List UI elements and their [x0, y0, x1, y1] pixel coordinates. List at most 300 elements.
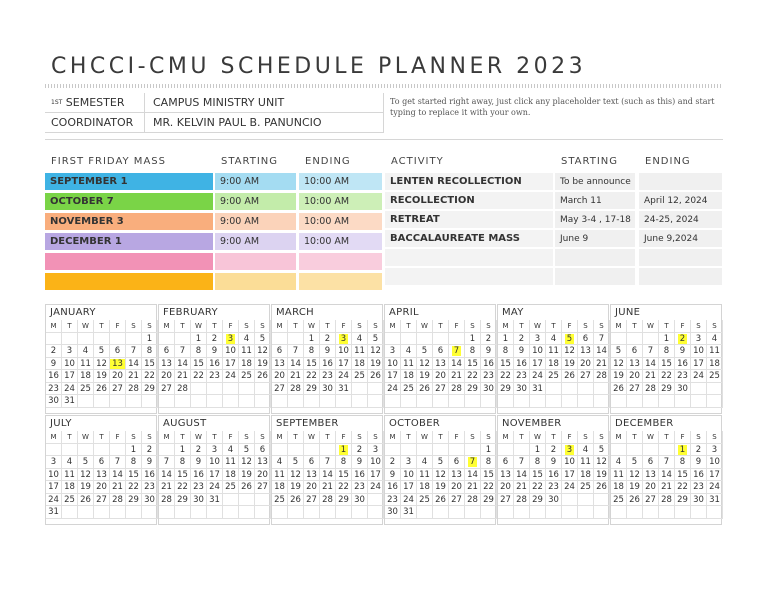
day-cell[interactable]: 3: [368, 444, 384, 457]
day-cell[interactable]: 1: [336, 444, 352, 457]
day-cell[interactable]: 24: [385, 383, 401, 396]
day-cell[interactable]: 3: [62, 345, 78, 358]
activity-end-cell[interactable]: [639, 268, 722, 285]
day-cell[interactable]: 6: [272, 345, 288, 358]
day-cell[interactable]: 28: [514, 494, 530, 507]
day-cell[interactable]: 27: [498, 494, 514, 507]
day-cell[interactable]: 2: [385, 456, 401, 469]
day-cell[interactable]: 23: [385, 494, 401, 507]
day-cell[interactable]: 30: [675, 383, 691, 396]
day-cell[interactable]: 6: [159, 345, 175, 358]
day-cell[interactable]: 18: [62, 481, 78, 494]
day-cell[interactable]: 30: [385, 506, 401, 519]
day-cell[interactable]: 17: [401, 481, 417, 494]
day-cell[interactable]: 26: [288, 494, 304, 507]
day-cell[interactable]: 18: [401, 370, 417, 383]
day-cell[interactable]: 8: [498, 345, 514, 358]
day-cell[interactable]: 9: [46, 358, 62, 371]
day-cell[interactable]: 29: [498, 383, 514, 396]
day-cell[interactable]: 24: [46, 494, 62, 507]
day-cell[interactable]: 28: [465, 494, 481, 507]
day-cell[interactable]: 1: [304, 333, 320, 346]
activity-end-cell[interactable]: June 9,2024: [639, 230, 722, 247]
day-cell[interactable]: 12: [288, 469, 304, 482]
day-cell[interactable]: 12: [78, 469, 94, 482]
day-cell[interactable]: 19: [288, 481, 304, 494]
day-cell[interactable]: 28: [175, 383, 191, 396]
day-cell[interactable]: 6: [498, 456, 514, 469]
day-cell[interactable]: 28: [659, 494, 675, 507]
mass-end-cell[interactable]: [299, 273, 382, 290]
day-cell[interactable]: 2: [207, 333, 223, 346]
day-cell[interactable]: 8: [191, 345, 207, 358]
day-cell[interactable]: 14: [659, 469, 675, 482]
day-cell[interactable]: 23: [320, 370, 336, 383]
day-cell[interactable]: 16: [320, 358, 336, 371]
day-cell[interactable]: 24: [223, 370, 239, 383]
day-cell[interactable]: 16: [675, 358, 691, 371]
day-cell[interactable]: 3: [223, 333, 239, 346]
day-cell[interactable]: 10: [368, 456, 384, 469]
day-cell[interactable]: 19: [562, 358, 578, 371]
day-cell[interactable]: 16: [142, 469, 158, 482]
day-cell[interactable]: 20: [578, 358, 594, 371]
day-cell[interactable]: 4: [578, 444, 594, 457]
day-cell[interactable]: 12: [239, 456, 255, 469]
day-cell[interactable]: 29: [659, 383, 675, 396]
day-cell[interactable]: 7: [288, 345, 304, 358]
day-cell[interactable]: 5: [562, 333, 578, 346]
day-cell[interactable]: 13: [498, 469, 514, 482]
day-cell[interactable]: 20: [110, 370, 126, 383]
day-cell[interactable]: 3: [401, 456, 417, 469]
day-cell[interactable]: 19: [433, 481, 449, 494]
day-cell[interactable]: 7: [126, 345, 142, 358]
activity-name-cell[interactable]: [385, 249, 553, 266]
day-cell[interactable]: 22: [465, 370, 481, 383]
day-cell[interactable]: 12: [562, 345, 578, 358]
day-cell[interactable]: 9: [142, 456, 158, 469]
day-cell[interactable]: 9: [546, 456, 562, 469]
day-cell[interactable]: 26: [627, 494, 643, 507]
day-cell[interactable]: 23: [481, 370, 497, 383]
day-cell[interactable]: 2: [46, 345, 62, 358]
day-cell[interactable]: 8: [530, 456, 546, 469]
day-cell[interactable]: 7: [159, 456, 175, 469]
day-cell[interactable]: 20: [304, 481, 320, 494]
day-cell[interactable]: 20: [643, 481, 659, 494]
day-cell[interactable]: 24: [707, 481, 723, 494]
day-cell[interactable]: 9: [207, 345, 223, 358]
day-cell[interactable]: 7: [643, 345, 659, 358]
day-cell[interactable]: 7: [449, 345, 465, 358]
day-cell[interactable]: 2: [514, 333, 530, 346]
day-cell[interactable]: 19: [239, 469, 255, 482]
day-cell[interactable]: 1: [126, 444, 142, 457]
day-cell[interactable]: 19: [417, 370, 433, 383]
day-cell[interactable]: 21: [110, 481, 126, 494]
day-cell[interactable]: 15: [191, 358, 207, 371]
activity-name-cell[interactable]: RETREAT: [385, 211, 553, 228]
day-cell[interactable]: 25: [417, 494, 433, 507]
day-cell[interactable]: 14: [126, 358, 142, 371]
day-cell[interactable]: 27: [272, 383, 288, 396]
day-cell[interactable]: 1: [659, 333, 675, 346]
activity-start-cell[interactable]: June 9: [555, 230, 635, 247]
day-cell[interactable]: 19: [368, 358, 384, 371]
day-cell[interactable]: 5: [94, 345, 110, 358]
day-cell[interactable]: 19: [78, 481, 94, 494]
day-cell[interactable]: 26: [611, 383, 627, 396]
day-cell[interactable]: 3: [46, 456, 62, 469]
day-cell[interactable]: 30: [352, 494, 368, 507]
day-cell[interactable]: 25: [546, 370, 562, 383]
day-cell[interactable]: 29: [126, 494, 142, 507]
day-cell[interactable]: 22: [530, 481, 546, 494]
day-cell[interactable]: 16: [191, 469, 207, 482]
day-cell[interactable]: 5: [368, 333, 384, 346]
day-cell[interactable]: 30: [46, 395, 62, 408]
day-cell[interactable]: 3: [207, 444, 223, 457]
day-cell[interactable]: 17: [562, 469, 578, 482]
day-cell[interactable]: 16: [546, 469, 562, 482]
day-cell[interactable]: 15: [530, 469, 546, 482]
mass-start-cell[interactable]: 9:00 AM: [215, 173, 296, 190]
day-cell[interactable]: 24: [336, 370, 352, 383]
day-cell[interactable]: 27: [433, 383, 449, 396]
day-cell[interactable]: 6: [578, 333, 594, 346]
day-cell[interactable]: 31: [336, 383, 352, 396]
day-cell[interactable]: 11: [707, 345, 723, 358]
day-cell[interactable]: 13: [627, 358, 643, 371]
day-cell[interactable]: 5: [78, 456, 94, 469]
day-cell[interactable]: 20: [94, 481, 110, 494]
day-cell[interactable]: 21: [465, 481, 481, 494]
day-cell[interactable]: 4: [546, 333, 562, 346]
mass-end-cell[interactable]: 10:00 AM: [299, 173, 382, 190]
day-cell[interactable]: 23: [546, 481, 562, 494]
day-cell[interactable]: 24: [401, 494, 417, 507]
day-cell[interactable]: 31: [707, 494, 723, 507]
day-cell[interactable]: 4: [417, 456, 433, 469]
activity-start-cell[interactable]: [555, 249, 635, 266]
day-cell[interactable]: 8: [142, 345, 158, 358]
mass-start-cell[interactable]: 9:00 AM: [215, 213, 296, 230]
day-cell[interactable]: 22: [175, 481, 191, 494]
day-cell[interactable]: 18: [546, 358, 562, 371]
day-cell[interactable]: 26: [94, 383, 110, 396]
day-cell[interactable]: 6: [304, 456, 320, 469]
day-cell[interactable]: 5: [239, 444, 255, 457]
activity-start-cell[interactable]: [555, 268, 635, 285]
day-cell[interactable]: 16: [481, 358, 497, 371]
day-cell[interactable]: 2: [320, 333, 336, 346]
day-cell[interactable]: 27: [255, 481, 271, 494]
day-cell[interactable]: 3: [691, 333, 707, 346]
day-cell[interactable]: 25: [223, 481, 239, 494]
day-cell[interactable]: 18: [78, 370, 94, 383]
day-cell[interactable]: 30: [320, 383, 336, 396]
day-cell[interactable]: 23: [514, 370, 530, 383]
mass-name-cell[interactable]: [45, 253, 213, 270]
day-cell[interactable]: 4: [272, 456, 288, 469]
day-cell[interactable]: 27: [627, 383, 643, 396]
day-cell[interactable]: 16: [691, 469, 707, 482]
day-cell[interactable]: 2: [546, 444, 562, 457]
day-cell[interactable]: 31: [401, 506, 417, 519]
day-cell[interactable]: 11: [62, 469, 78, 482]
day-cell[interactable]: 18: [578, 469, 594, 482]
day-cell[interactable]: 29: [530, 494, 546, 507]
day-cell[interactable]: 18: [417, 481, 433, 494]
day-cell[interactable]: 10: [336, 345, 352, 358]
day-cell[interactable]: 16: [385, 481, 401, 494]
day-cell[interactable]: 18: [272, 481, 288, 494]
day-cell[interactable]: 11: [78, 358, 94, 371]
day-cell[interactable]: 9: [675, 345, 691, 358]
day-cell[interactable]: 23: [691, 481, 707, 494]
day-cell[interactable]: 26: [562, 370, 578, 383]
activity-end-cell[interactable]: April 12, 2024: [639, 192, 722, 209]
day-cell[interactable]: 15: [481, 469, 497, 482]
day-cell[interactable]: 6: [110, 345, 126, 358]
day-cell[interactable]: 27: [449, 494, 465, 507]
day-cell[interactable]: 21: [126, 370, 142, 383]
day-cell[interactable]: 23: [46, 383, 62, 396]
day-cell[interactable]: 30: [191, 494, 207, 507]
day-cell[interactable]: 10: [562, 456, 578, 469]
day-cell[interactable]: 24: [562, 481, 578, 494]
day-cell[interactable]: 11: [417, 469, 433, 482]
day-cell[interactable]: 26: [239, 481, 255, 494]
day-cell[interactable]: 13: [110, 358, 126, 371]
unit-value[interactable]: CAMPUS MINISTRY UNIT: [153, 96, 285, 109]
day-cell[interactable]: 27: [110, 383, 126, 396]
day-cell[interactable]: 11: [401, 358, 417, 371]
day-cell[interactable]: 29: [465, 383, 481, 396]
day-cell[interactable]: 17: [530, 358, 546, 371]
day-cell[interactable]: 27: [94, 494, 110, 507]
day-cell[interactable]: 1: [175, 444, 191, 457]
day-cell[interactable]: 29: [481, 494, 497, 507]
day-cell[interactable]: 6: [449, 456, 465, 469]
day-cell[interactable]: 7: [110, 456, 126, 469]
day-cell[interactable]: 14: [594, 345, 610, 358]
mass-name-cell[interactable]: DECEMBER 1: [45, 233, 213, 250]
day-cell[interactable]: 25: [578, 481, 594, 494]
day-cell[interactable]: 13: [272, 358, 288, 371]
day-cell[interactable]: 22: [126, 481, 142, 494]
day-cell[interactable]: 18: [707, 358, 723, 371]
day-cell[interactable]: 6: [255, 444, 271, 457]
day-cell[interactable]: 23: [142, 481, 158, 494]
day-cell[interactable]: 17: [368, 469, 384, 482]
day-cell[interactable]: 1: [142, 333, 158, 346]
day-cell[interactable]: 28: [594, 370, 610, 383]
day-cell[interactable]: 13: [94, 469, 110, 482]
day-cell[interactable]: 31: [530, 383, 546, 396]
day-cell[interactable]: 17: [223, 358, 239, 371]
day-cell[interactable]: 9: [320, 345, 336, 358]
day-cell[interactable]: 30: [691, 494, 707, 507]
day-cell[interactable]: 22: [142, 370, 158, 383]
day-cell[interactable]: 24: [368, 481, 384, 494]
activity-name-cell[interactable]: RECOLLECTION: [385, 192, 553, 209]
day-cell[interactable]: 9: [385, 469, 401, 482]
activity-name-cell[interactable]: [385, 268, 553, 285]
day-cell[interactable]: 13: [304, 469, 320, 482]
day-cell[interactable]: 25: [272, 494, 288, 507]
activity-name-cell[interactable]: BACCALAUREATE MASS: [385, 230, 553, 247]
day-cell[interactable]: 12: [368, 345, 384, 358]
day-cell[interactable]: 17: [62, 370, 78, 383]
day-cell[interactable]: 15: [175, 469, 191, 482]
day-cell[interactable]: 25: [352, 370, 368, 383]
day-cell[interactable]: 21: [320, 481, 336, 494]
day-cell[interactable]: 26: [433, 494, 449, 507]
day-cell[interactable]: 13: [449, 469, 465, 482]
day-cell[interactable]: 4: [352, 333, 368, 346]
day-cell[interactable]: 15: [126, 469, 142, 482]
day-cell[interactable]: 8: [304, 345, 320, 358]
day-cell[interactable]: 31: [207, 494, 223, 507]
day-cell[interactable]: 23: [207, 370, 223, 383]
day-cell[interactable]: 5: [627, 456, 643, 469]
day-cell[interactable]: 20: [433, 370, 449, 383]
day-cell[interactable]: 24: [62, 383, 78, 396]
day-cell[interactable]: 5: [288, 456, 304, 469]
day-cell[interactable]: 12: [433, 469, 449, 482]
day-cell[interactable]: 20: [498, 481, 514, 494]
day-cell[interactable]: 23: [675, 370, 691, 383]
day-cell[interactable]: 16: [352, 469, 368, 482]
day-cell[interactable]: 9: [481, 345, 497, 358]
placeholder-hint[interactable]: To get started right away, just click any placeholder text (such as this) and start typing to replace it with your own.: [390, 97, 715, 117]
day-cell[interactable]: 29: [175, 494, 191, 507]
day-cell[interactable]: 21: [159, 481, 175, 494]
day-cell[interactable]: 7: [175, 345, 191, 358]
day-cell[interactable]: 8: [481, 456, 497, 469]
day-cell[interactable]: 25: [239, 370, 255, 383]
day-cell[interactable]: 2: [481, 333, 497, 346]
day-cell[interactable]: 13: [159, 358, 175, 371]
day-cell[interactable]: 27: [643, 494, 659, 507]
day-cell[interactable]: 17: [707, 469, 723, 482]
day-cell[interactable]: 3: [707, 444, 723, 457]
day-cell[interactable]: 10: [223, 345, 239, 358]
day-cell[interactable]: 14: [465, 469, 481, 482]
day-cell[interactable]: 26: [594, 481, 610, 494]
activity-end-cell[interactable]: 24-25, 2024: [639, 211, 722, 228]
day-cell[interactable]: 20: [449, 481, 465, 494]
day-cell[interactable]: 28: [643, 383, 659, 396]
day-cell[interactable]: 1: [675, 444, 691, 457]
day-cell[interactable]: 28: [320, 494, 336, 507]
day-cell[interactable]: 22: [498, 370, 514, 383]
day-cell[interactable]: 12: [627, 469, 643, 482]
day-cell[interactable]: 21: [449, 370, 465, 383]
day-cell[interactable]: 5: [594, 444, 610, 457]
day-cell[interactable]: 31: [46, 506, 62, 519]
day-cell[interactable]: 10: [530, 345, 546, 358]
day-cell[interactable]: 29: [142, 383, 158, 396]
activity-end-cell[interactable]: [639, 249, 722, 266]
day-cell[interactable]: 24: [691, 370, 707, 383]
day-cell[interactable]: 4: [239, 333, 255, 346]
day-cell[interactable]: 27: [304, 494, 320, 507]
day-cell[interactable]: 1: [465, 333, 481, 346]
day-cell[interactable]: 16: [207, 358, 223, 371]
day-cell[interactable]: 21: [514, 481, 530, 494]
day-cell[interactable]: 4: [707, 333, 723, 346]
day-cell[interactable]: 9: [191, 456, 207, 469]
day-cell[interactable]: 19: [627, 481, 643, 494]
day-cell[interactable]: 21: [659, 481, 675, 494]
day-cell[interactable]: 3: [385, 345, 401, 358]
day-cell[interactable]: 10: [46, 469, 62, 482]
day-cell[interactable]: 9: [352, 456, 368, 469]
day-cell[interactable]: 2: [675, 333, 691, 346]
day-cell[interactable]: 14: [288, 358, 304, 371]
day-cell[interactable]: 14: [643, 358, 659, 371]
day-cell[interactable]: 3: [336, 333, 352, 346]
day-cell[interactable]: 20: [272, 370, 288, 383]
day-cell[interactable]: 11: [239, 345, 255, 358]
day-cell[interactable]: 2: [352, 444, 368, 457]
day-cell[interactable]: 10: [385, 358, 401, 371]
day-cell[interactable]: 10: [62, 358, 78, 371]
day-cell[interactable]: 11: [578, 456, 594, 469]
day-cell[interactable]: 23: [191, 481, 207, 494]
day-cell[interactable]: 21: [643, 370, 659, 383]
day-cell[interactable]: 11: [272, 469, 288, 482]
mass-start-cell[interactable]: 9:00 AM: [215, 233, 296, 250]
day-cell[interactable]: 8: [659, 345, 675, 358]
day-cell[interactable]: 1: [191, 333, 207, 346]
mass-start-cell[interactable]: [215, 273, 296, 290]
day-cell[interactable]: 24: [207, 481, 223, 494]
day-cell[interactable]: 11: [352, 345, 368, 358]
day-cell[interactable]: 9: [514, 345, 530, 358]
day-cell[interactable]: 5: [611, 345, 627, 358]
activity-start-cell[interactable]: March 11: [555, 192, 635, 209]
day-cell[interactable]: 10: [691, 345, 707, 358]
day-cell[interactable]: 23: [352, 481, 368, 494]
day-cell[interactable]: 16: [46, 370, 62, 383]
day-cell[interactable]: 18: [352, 358, 368, 371]
day-cell[interactable]: 19: [94, 370, 110, 383]
day-cell[interactable]: 25: [707, 370, 723, 383]
mass-start-cell[interactable]: 9:00 AM: [215, 193, 296, 210]
day-cell[interactable]: 22: [659, 370, 675, 383]
day-cell[interactable]: 22: [481, 481, 497, 494]
activity-start-cell[interactable]: To be announce: [555, 173, 635, 190]
day-cell[interactable]: 2: [191, 444, 207, 457]
day-cell[interactable]: 15: [336, 469, 352, 482]
day-cell[interactable]: 8: [126, 456, 142, 469]
activity-start-cell[interactable]: May 3-4 , 17-18: [555, 211, 635, 228]
day-cell[interactable]: 5: [433, 456, 449, 469]
day-cell[interactable]: 20: [627, 370, 643, 383]
day-cell[interactable]: 19: [255, 358, 271, 371]
day-cell[interactable]: 1: [481, 444, 497, 457]
day-cell[interactable]: 7: [659, 456, 675, 469]
day-cell[interactable]: 25: [78, 383, 94, 396]
day-cell[interactable]: 14: [110, 469, 126, 482]
day-cell[interactable]: 28: [159, 494, 175, 507]
day-cell[interactable]: 3: [562, 444, 578, 457]
day-cell[interactable]: 19: [594, 469, 610, 482]
